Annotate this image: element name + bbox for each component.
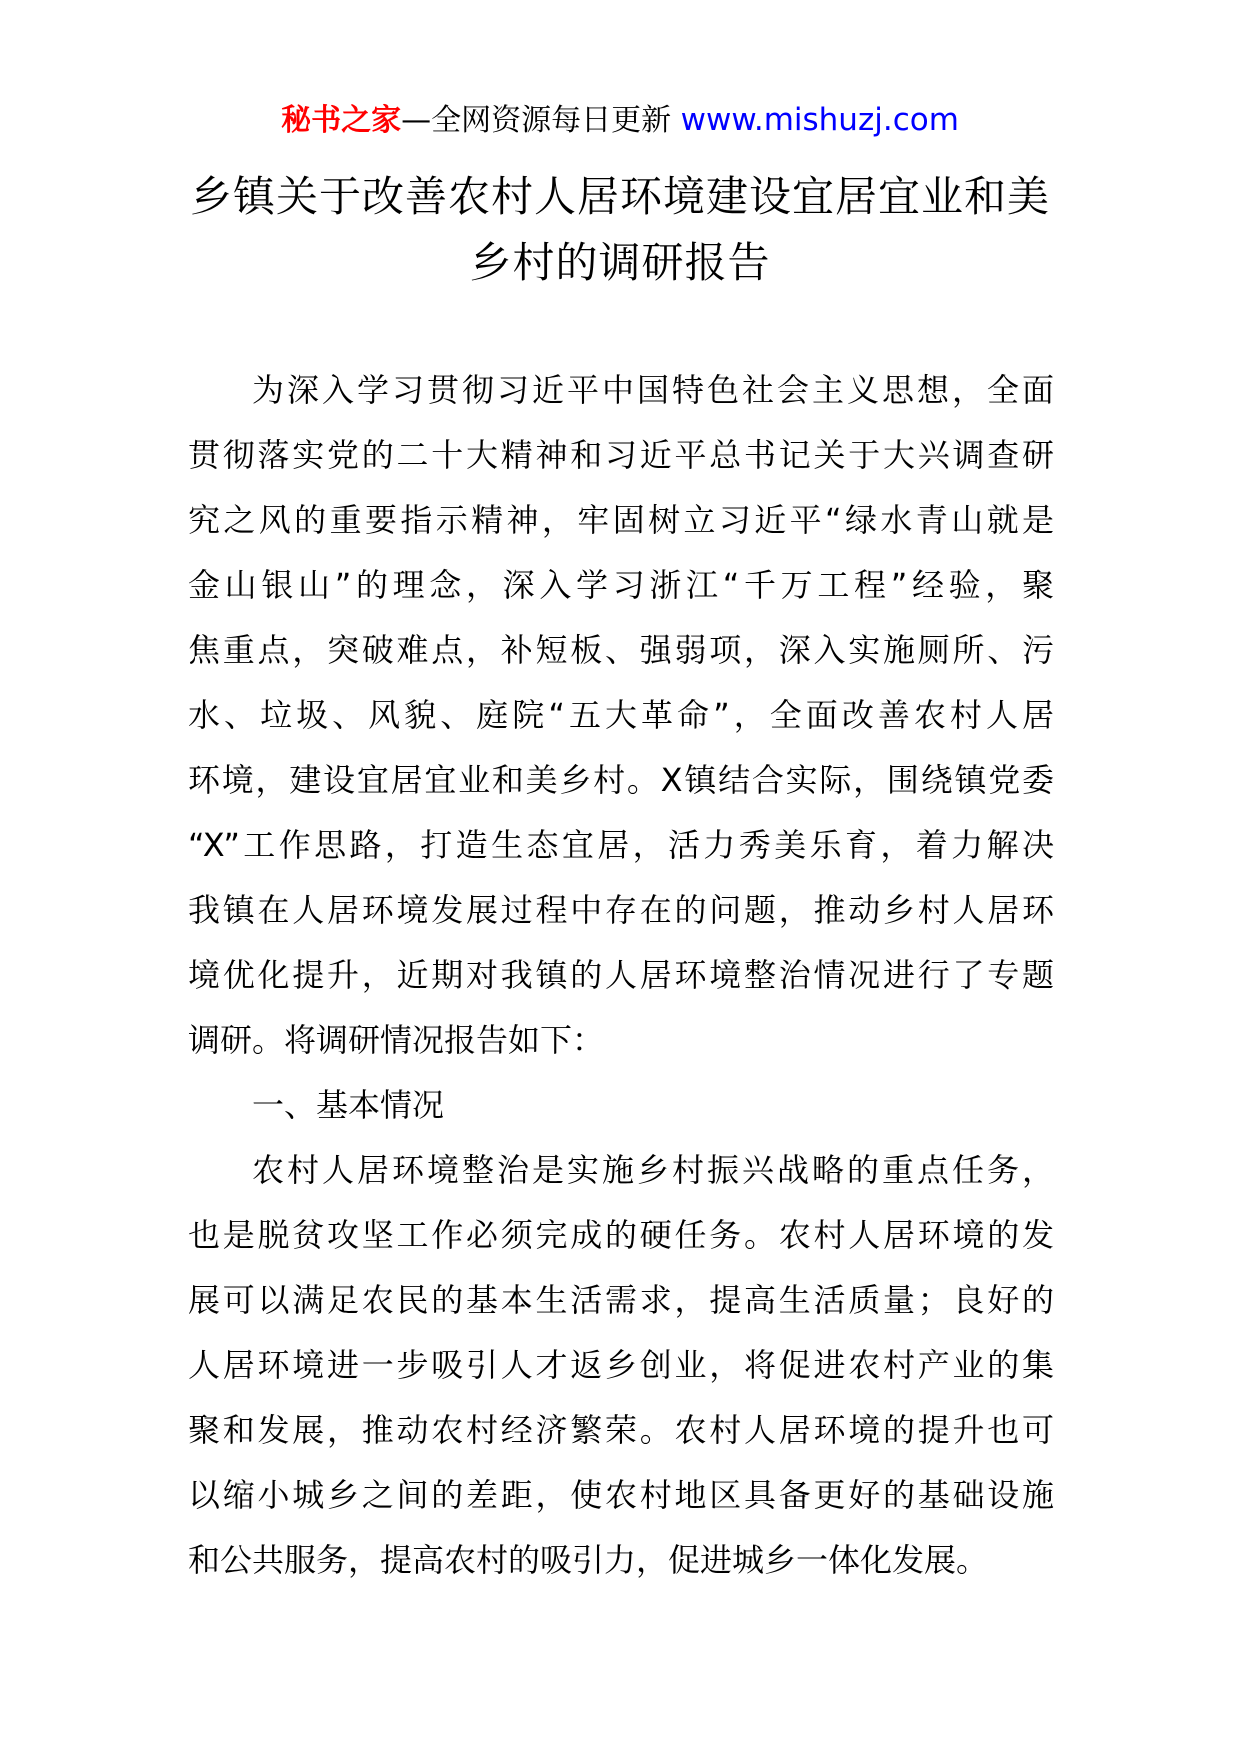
paragraph-2-line: 展可以满足农民的基本生活需求，提高生活质量；良好的 (188, 1281, 1054, 1319)
paragraph-1-line: “X”工作思路，打造生态宜居，活力秀美乐育，着力解决 (188, 826, 1054, 864)
paragraph-2-line: 和公共服务，提高农村的吸引力，促进城乡一体化发展。 (188, 1541, 989, 1579)
title-line-2: 乡村的调研报告 (469, 238, 771, 287)
site-url-link[interactable]: www.mishuzj.com (680, 102, 959, 138)
paragraph-1-line: 调研。将调研情况报告如下： (188, 1021, 605, 1059)
paragraph-1-line: 水、垃圾、风貌、庭院“五大革命”，全面改善农村人居 (188, 696, 1054, 734)
paragraph-2-line: 人居环境进一步吸引人才返乡创业，将促进农村产业的集 (188, 1346, 1054, 1384)
paragraph-2-line: 也是脱贫攻坚工作必须完成的硬任务。农村人居环境的发 (188, 1216, 1054, 1254)
paragraph-1-line: 我镇在人居环境发展过程中存在的问题，推动乡村人居环 (188, 891, 1054, 929)
site-banner (0, 98, 1240, 143)
paragraph-1-line: 究之风的重要指示精神，牢固树立习近平“绿水青山就是 (188, 501, 1054, 539)
paragraph-1-line: 环境，建设宜居宜业和美乡村。X镇结合实际，围绕镇党委 (188, 761, 1054, 799)
paragraph-1-line: 金山银山”的理念，深入学习浙江“千万工程”经验，聚 (188, 566, 1054, 604)
document-body (188, 358, 1054, 1593)
brand-name: 秘书之家 (281, 103, 402, 138)
banner-slogan: —全网资源每日更新 (401, 103, 681, 138)
document-title (150, 164, 1090, 296)
section-heading: 一、基本情况 (252, 1086, 445, 1124)
paragraph-1-line: 贯彻落实党的二十大精神和习近平总书记关于大兴调查研 (188, 436, 1054, 474)
paragraph-2-line: 以缩小城乡之间的差距，使农村地区具备更好的基础设施 (188, 1476, 1054, 1514)
title-line-1: 乡镇关于改善农村人居环境建设宜居宜业和美 (189, 172, 1050, 221)
paragraph-1-line: 为深入学习贯彻习近平中国特色社会主义思想，全面 (252, 371, 1054, 409)
paragraph-1-line: 境优化提升，近期对我镇的人居环境整治情况进行了专题 (188, 956, 1054, 994)
paragraph-2-line: 聚和发展，推动农村经济繁荣。农村人居环境的提升也可 (188, 1411, 1054, 1449)
paragraph-2-line: 农村人居环境整治是实施乡村振兴战略的重点任务， (252, 1151, 1054, 1189)
paragraph-1-line: 焦重点，突破难点，补短板、强弱项，深入实施厕所、污 (188, 631, 1054, 669)
